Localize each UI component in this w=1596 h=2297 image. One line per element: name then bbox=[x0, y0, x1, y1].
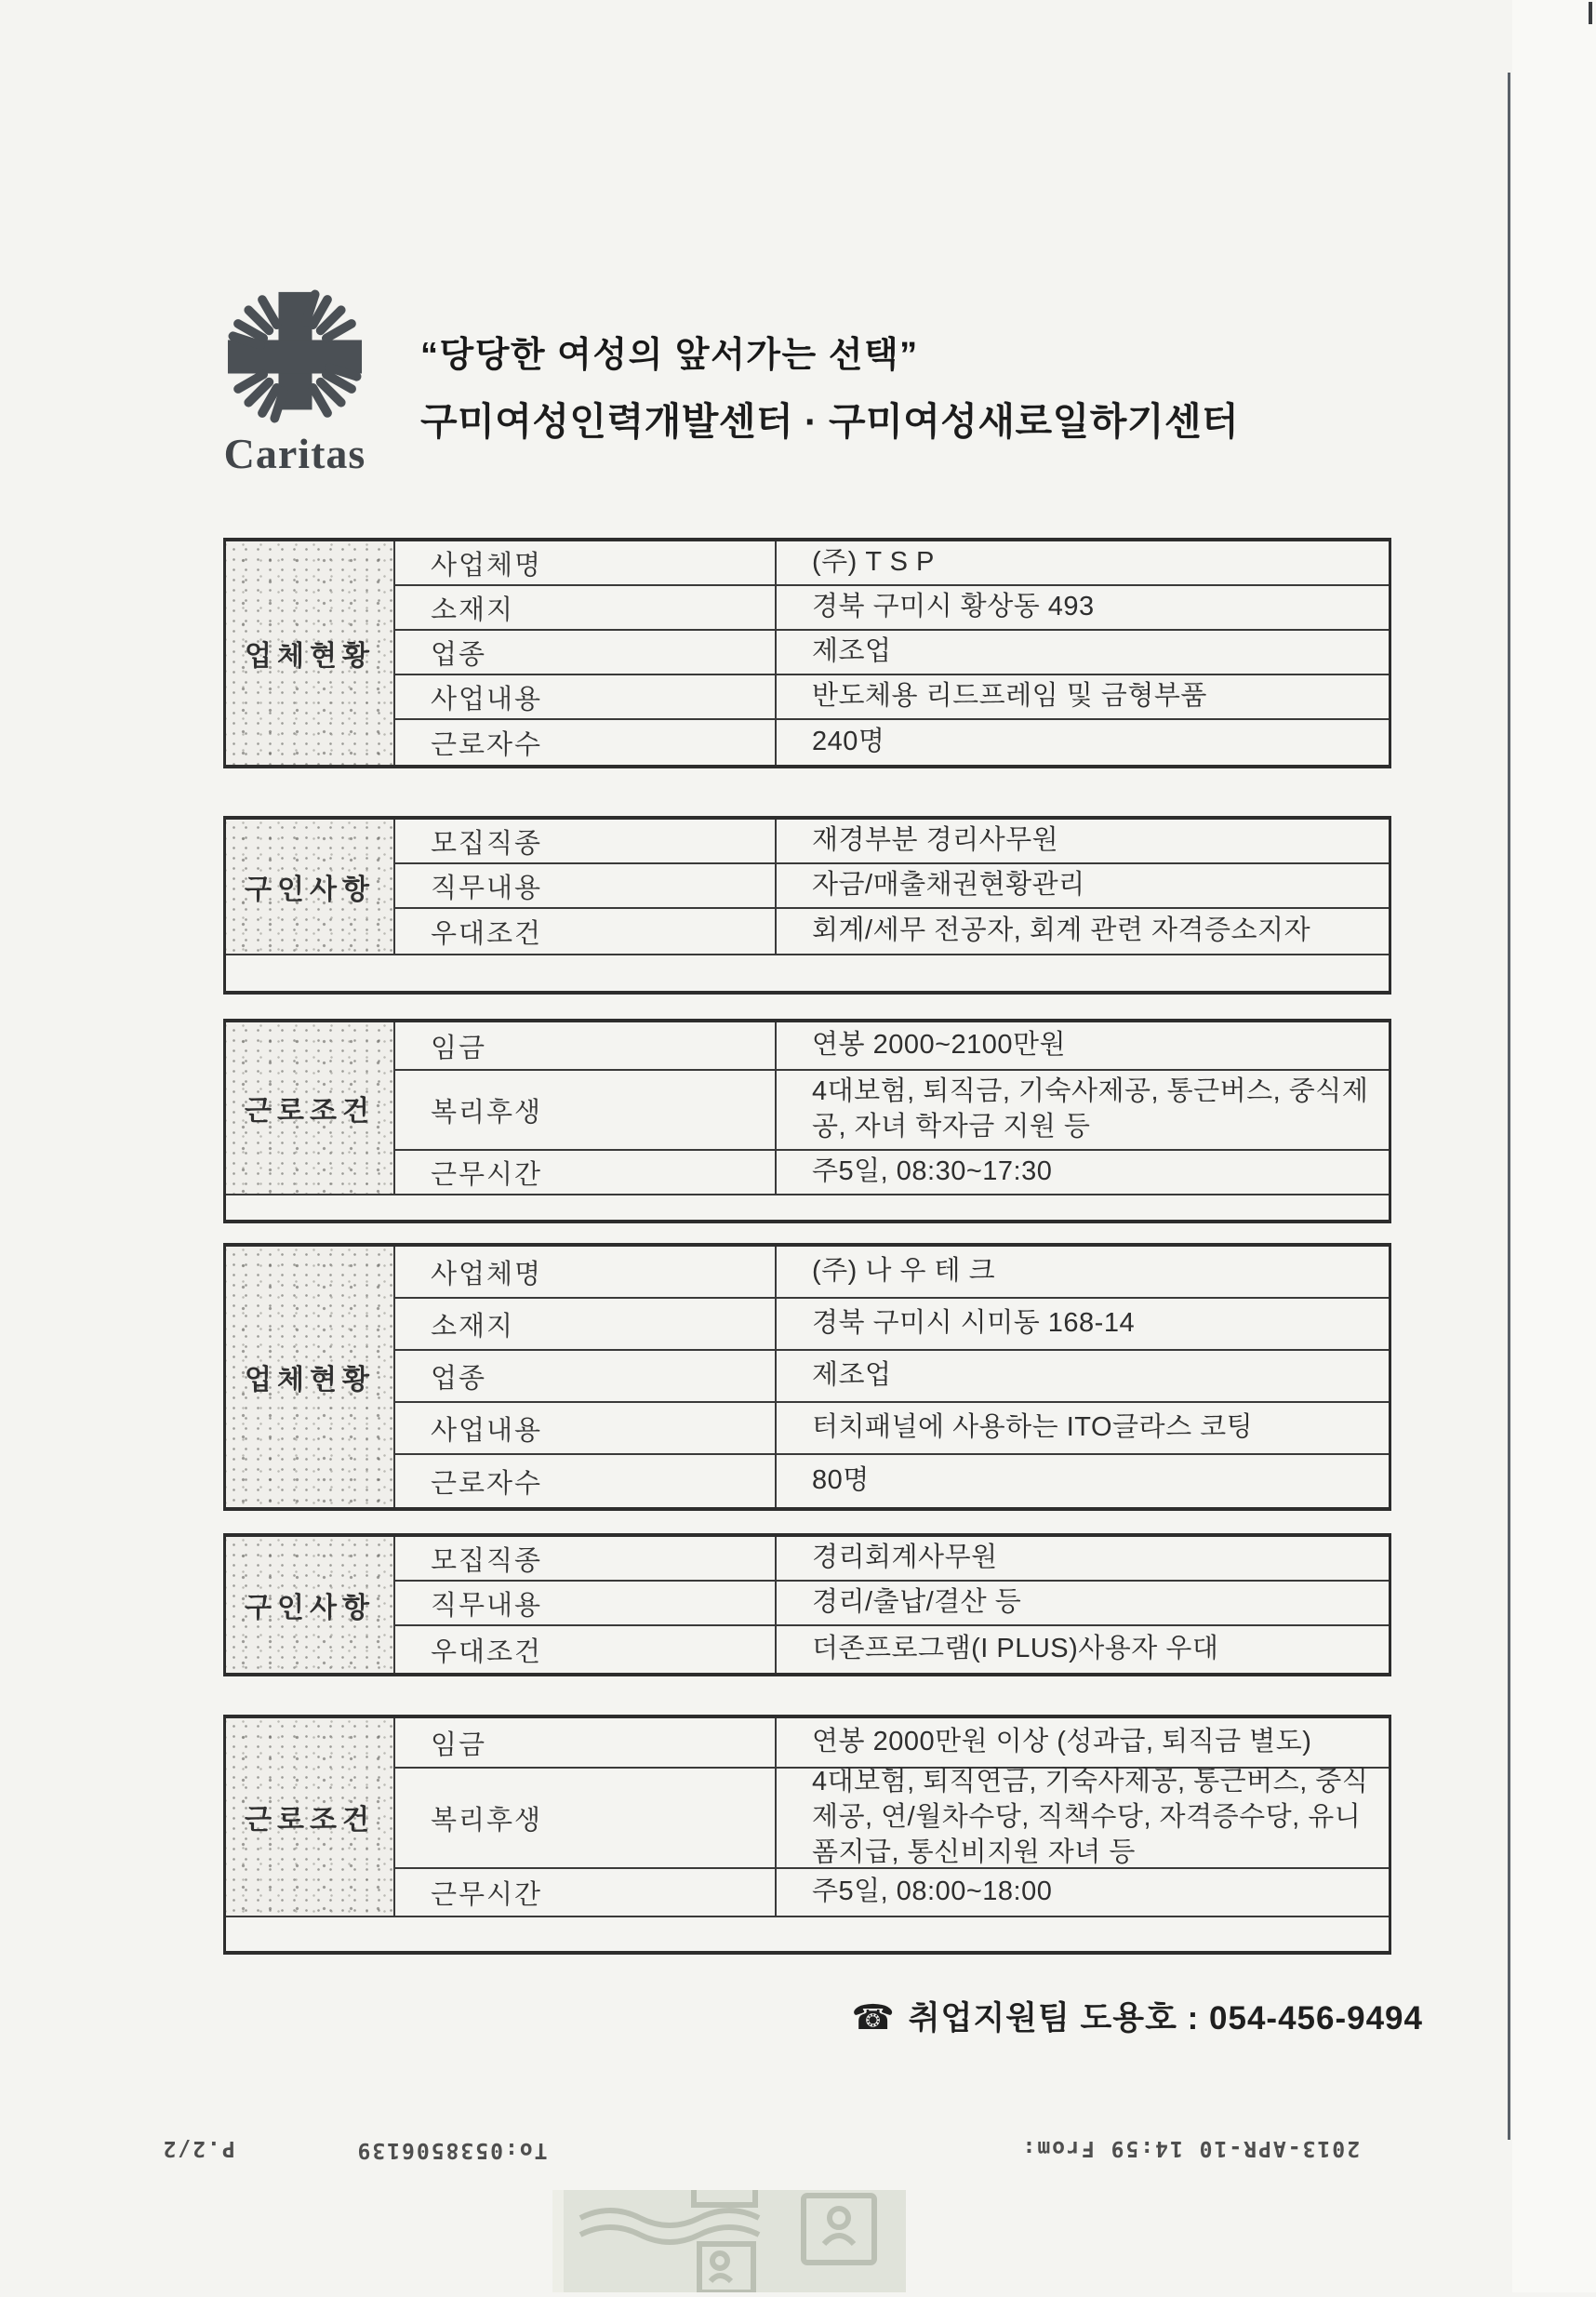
field-label: 우대조건 bbox=[395, 909, 777, 954]
table-row bbox=[395, 1455, 1389, 1507]
field-label: 모집직종 bbox=[395, 820, 777, 862]
table-row bbox=[395, 1071, 1389, 1151]
field-label: 임금 bbox=[395, 1718, 777, 1767]
field-value: 재경부분 경리사무원 bbox=[812, 825, 1059, 856]
table-row bbox=[395, 1626, 1389, 1673]
field-label: 사업내용 bbox=[395, 675, 777, 718]
field-label: 모집직종 bbox=[395, 1537, 777, 1580]
fax-to-number: To:0538506139 bbox=[355, 2138, 548, 2162]
field-label: 소재지 bbox=[395, 586, 777, 629]
field-value: 더존프로그램(I PLUS)사용자 우대 bbox=[812, 1634, 1219, 1664]
table-row bbox=[395, 1247, 1389, 1299]
section-label: 근로조건 bbox=[226, 1022, 395, 1194]
field-value: (주) T S P bbox=[812, 547, 935, 578]
table-row bbox=[395, 820, 1389, 864]
company1-conditions-section bbox=[223, 1019, 1391, 1223]
section-label: 구인사항 bbox=[226, 1537, 395, 1673]
table-row bbox=[395, 909, 1389, 954]
section-label: 업체현황 bbox=[226, 1247, 395, 1507]
field-label: 업종 bbox=[395, 631, 777, 674]
field-value: 240명 bbox=[812, 727, 885, 757]
field-label: 임금 bbox=[395, 1022, 777, 1069]
field-value: 터치패널에 사용하는 ITO글라스 코팅 bbox=[812, 1412, 1254, 1443]
field-value: 4대보험, 퇴직연금, 기숙사제공, 통근버스, 중식제공, 연/월차수당, 직책수당, 자격증수당, 유니폼지급, 통신비지원 자녀 등 bbox=[812, 1767, 1369, 1867]
field-value: 경리회계사무원 bbox=[812, 1542, 998, 1573]
field-value: 연봉 2000만원 이상 (성과급, 퇴직금 별도) bbox=[812, 1727, 1312, 1757]
field-value: 제조업 bbox=[812, 636, 892, 667]
section-label: 근로조건 bbox=[226, 1718, 395, 1916]
company2-conditions-section bbox=[223, 1715, 1391, 1955]
field-label: 직무내용 bbox=[395, 864, 777, 907]
field-label: 직무내용 bbox=[395, 1582, 777, 1624]
table-row bbox=[395, 1022, 1389, 1071]
table-row bbox=[395, 675, 1389, 720]
caritas-cross-icon bbox=[216, 412, 374, 428]
field-label: 근무시간 bbox=[395, 1869, 777, 1916]
field-value: 연봉 2000~2100만원 bbox=[812, 1030, 1067, 1061]
field-label: 복리후생 bbox=[395, 1769, 777, 1867]
table-row bbox=[395, 1869, 1389, 1916]
filmstrip-icon bbox=[564, 2280, 906, 2296]
table-row bbox=[395, 586, 1389, 631]
table-row bbox=[395, 1151, 1389, 1194]
field-label: 복리후생 bbox=[395, 1071, 777, 1149]
field-value: (주) 나 우 테 크 bbox=[812, 1256, 996, 1287]
field-label: 업종 bbox=[395, 1351, 777, 1401]
empty-table-strip bbox=[226, 954, 1389, 991]
header-quote: “당당한 여성의 앞서가는 선택” bbox=[420, 336, 919, 375]
field-value: 경리/출납/결산 등 bbox=[812, 1587, 1022, 1618]
contact-line bbox=[852, 1993, 1423, 2039]
field-value: 경북 구미시 시미동 168-14 bbox=[812, 1308, 1136, 1339]
field-label: 근로자수 bbox=[395, 720, 777, 765]
field-value: 주5일, 08:30~17:30 bbox=[812, 1156, 1053, 1187]
field-label: 사업내용 bbox=[395, 1403, 777, 1453]
company2-profile-section bbox=[223, 1243, 1391, 1511]
company2-job-section bbox=[223, 1533, 1391, 1676]
field-label: 우대조건 bbox=[395, 1626, 777, 1673]
field-label: 근로자수 bbox=[395, 1455, 777, 1507]
field-label: 소재지 bbox=[395, 1299, 777, 1349]
contact-text: 취업지원팀 도용호 : 054-456-9494 bbox=[908, 2000, 1423, 2037]
scan-watermark-artifact bbox=[552, 2190, 906, 2292]
field-value: 제조업 bbox=[812, 1360, 892, 1391]
header-org-title: 구미여성인력개발센터 · 구미여성새로일하기센터 bbox=[420, 400, 1240, 443]
empty-table-strip bbox=[226, 1916, 1389, 1951]
table-row bbox=[395, 1769, 1389, 1869]
phone-icon: ☎ bbox=[851, 1998, 896, 2037]
caritas-wordmark: Caritas bbox=[223, 430, 366, 477]
field-value: 회계/세무 전공자, 회계 관련 자격증소지자 bbox=[812, 915, 1311, 946]
empty-table-strip bbox=[226, 1194, 1389, 1220]
field-label: 사업체명 bbox=[395, 541, 777, 584]
scan-corner-artifact bbox=[1589, 2, 1592, 24]
table-row bbox=[395, 720, 1389, 765]
section-label: 업체현황 bbox=[226, 541, 395, 765]
field-value: 자금/매출채권현황관리 bbox=[812, 870, 1085, 901]
table-row bbox=[395, 1582, 1389, 1626]
table-row bbox=[395, 631, 1389, 675]
table-row bbox=[395, 1718, 1389, 1769]
table-row bbox=[395, 1299, 1389, 1351]
field-value: 4대보험, 퇴직금, 기숙사제공, 통근버스, 중식제공, 자녀 학자금 지원 등 bbox=[812, 1076, 1369, 1142]
fax-page-number: P.2/2 bbox=[161, 2136, 235, 2160]
company1-job-section bbox=[223, 816, 1391, 995]
scan-right-margin bbox=[1512, 0, 1596, 2292]
table-row bbox=[395, 1351, 1389, 1403]
field-value: 주5일, 08:00~18:00 bbox=[812, 1876, 1053, 1907]
field-value: 80명 bbox=[812, 1465, 870, 1496]
table-row bbox=[395, 1537, 1389, 1582]
scan-page-edge-line bbox=[1508, 73, 1510, 2140]
field-label: 근무시간 bbox=[395, 1151, 777, 1194]
table-row bbox=[395, 864, 1389, 909]
company1-profile-section bbox=[223, 538, 1391, 768]
fax-timestamp: 2013-APR-10 14:59 From: bbox=[1020, 2136, 1360, 2160]
table-row bbox=[395, 1403, 1389, 1455]
table-row bbox=[395, 541, 1389, 586]
field-value: 반도체용 리드프레임 및 금형부품 bbox=[812, 681, 1207, 712]
section-label: 구인사항 bbox=[226, 820, 395, 954]
field-value: 경북 구미시 황상동 493 bbox=[812, 592, 1095, 622]
field-label: 사업체명 bbox=[395, 1247, 777, 1297]
caritas-logo bbox=[208, 288, 381, 478]
